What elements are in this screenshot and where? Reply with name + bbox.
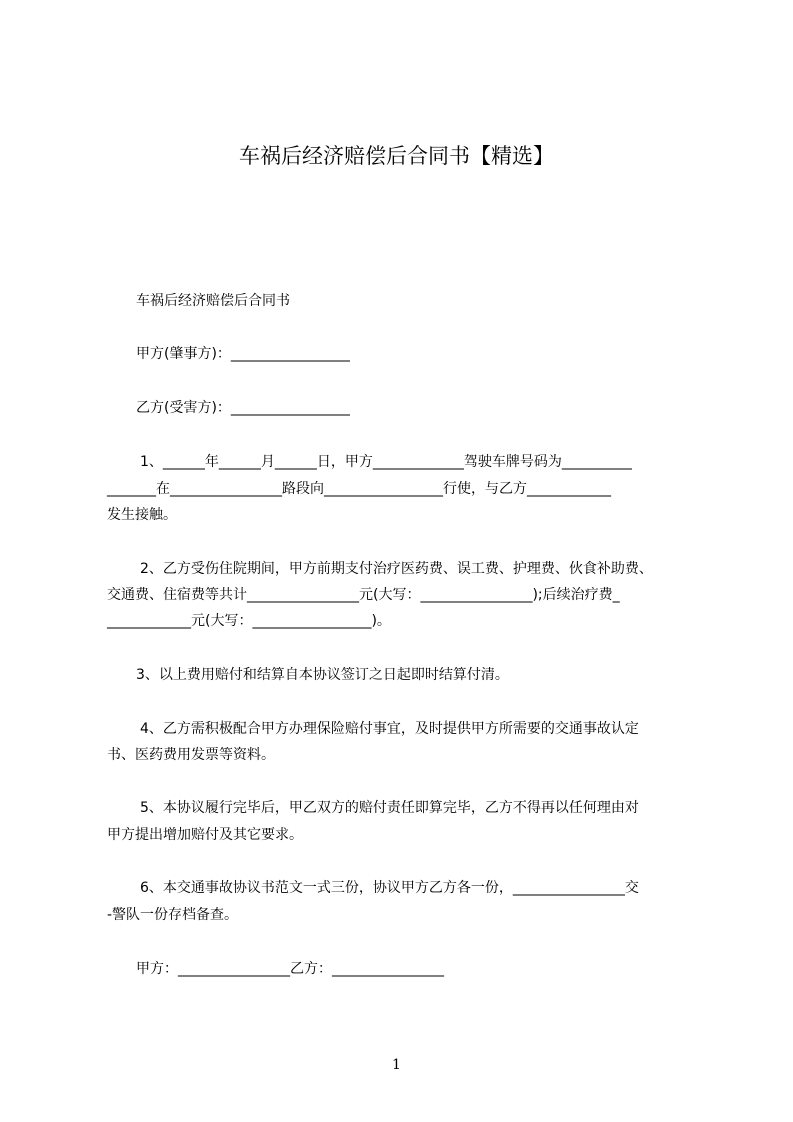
clause-line: 2、乙方受伤住院期间，甲方前期支付治疗医药费、误工费、护理费、伙食补助费、 (140, 561, 653, 577)
clause-line: 交通费、住宿费等共计________________元(大写：________________);后续治疗费_ (107, 587, 620, 603)
page-number: 1 (392, 1057, 401, 1073)
clause-line: 1、______年______月______日，甲方_____________驾驶车牌号码为__________ (140, 454, 632, 470)
document-subtitle: 车祸后经济赔偿后合同书 (136, 293, 290, 309)
clause-line: 4、乙方需积极配合甲方办理保险赔付事宜，及时提供甲方所需要的交通事故认定 (140, 721, 639, 737)
party-a-line: 甲方(肇事方)：_________________ (136, 346, 350, 362)
clause-line: 发生接触。 (107, 507, 177, 523)
clause-line: 3、以上费用赔付和结算自本协议签订之日起即时结算付清。 (136, 667, 509, 683)
clause-line: _______在________________路段向_________________行使，与乙方____________ (107, 481, 611, 497)
clause-line: 甲方提出增加赔付及其它要求。 (107, 827, 303, 843)
clause-line: -警队一份存档备查。 (107, 907, 239, 923)
clause-line: 6、本交通事故协议书范文一式三份，协议甲方乙方各一份，________________交 (140, 880, 639, 896)
party-b-line: 乙方(受害方)：_________________ (136, 400, 350, 416)
signature-line: 甲方：________________乙方：________________ (136, 961, 444, 977)
document-title: 车祸后经济赔偿后合同书【精选】 (239, 144, 554, 168)
clause-line: 5、本协议履行完毕后，甲乙双方的赔付责任即算完毕，乙方不得再以任何理由对 (140, 800, 639, 816)
clause-line: 书、医药费用发票等资料。 (107, 747, 275, 763)
clause-line: ____________元(大写：_________________)。 (107, 613, 391, 629)
